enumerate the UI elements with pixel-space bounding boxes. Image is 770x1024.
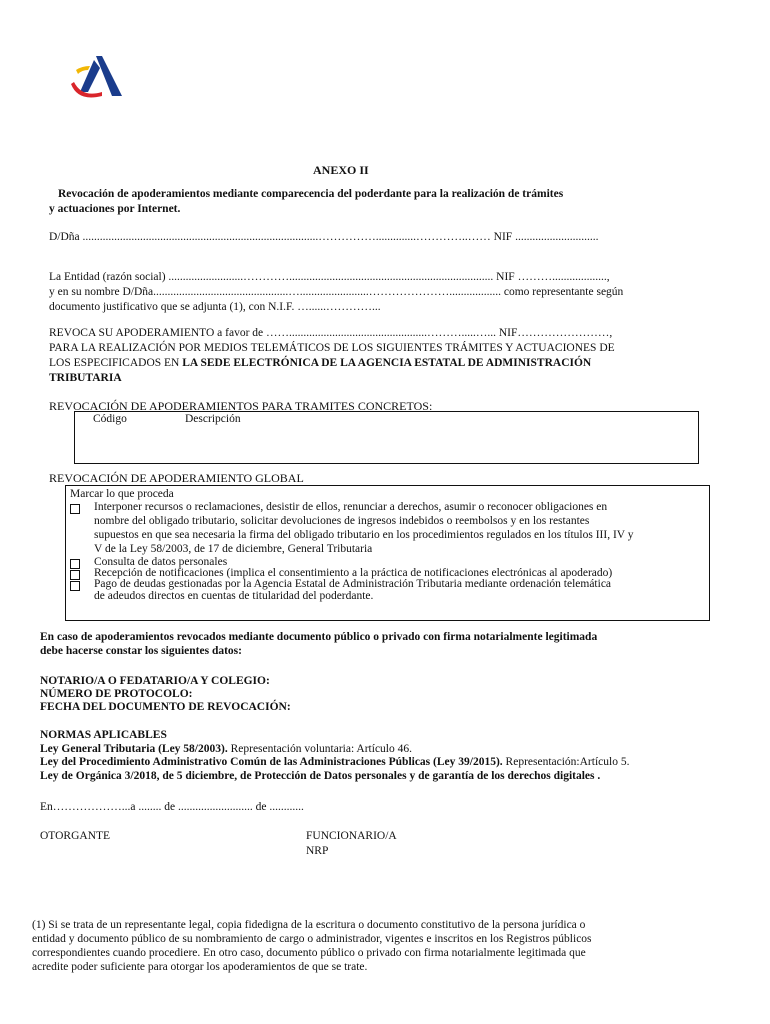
notary-intro: En caso de apoderamientos revocados mediante documento público o privado con firma notarialmente legitimada <box>40 631 598 643</box>
electronic-office-name: LA SEDE ELECTRÓNICA DE LA AGENCIA ESTATAL DE ADMINISTRACIÓN <box>182 357 592 369</box>
column-description: Descripción <box>185 413 241 425</box>
specific-procedures-table[interactable] <box>74 411 699 464</box>
representative-line: y en su nombre D/Dña...............................................…........................………………….................. como representante según <box>49 286 624 298</box>
revoke-line: REVOCA SU APODERAMIENTO a favor de ……................................................……….....…... NIF……………………, <box>49 327 613 339</box>
norm-admin-procedure <box>40 756 629 768</box>
norm-tax-law <box>40 743 412 755</box>
justification-line: documento justificativo que se adjunta (1), con N.I.F. …......…………... <box>49 301 381 313</box>
checkbox-notifications[interactable] <box>70 570 80 580</box>
place-date-line: En………………...a ........ de .......................... de ............ <box>40 801 304 813</box>
norm-data-protection: Ley de Orgánica 3/2018, de 5 diciembre, de Protección de Datos personales y de garantía de los derechos digitales . <box>40 770 601 782</box>
document-subtitle: Revocación de apoderamientos mediante comparecencia del poderdante para la realización de trámites <box>58 188 564 200</box>
footnote-cont: correspondientes cuando procediere. En otro caso, documento público o privado con firma notarialmente legitimada que <box>32 947 586 959</box>
checkbox-personal-data[interactable] <box>70 559 80 569</box>
option-appeals-cont: supuestos en que sea necesaria la firma del obligado tributario en los procedimientos regulados en los títulos III, IV y <box>94 529 634 541</box>
protocol-number-field: NÚMERO DE PROTOCOLO: <box>40 688 193 700</box>
agency-logo-icon <box>66 52 126 98</box>
option-notifications: Recepción de notificaciones (implica el consentimiento a la práctica de notificaciones electrónicas al apoderado) <box>94 567 613 579</box>
specific-revocation-heading: REVOCACIÓN DE APODERAMIENTOS PARA TRAMITES CONCRETOS: <box>49 399 433 413</box>
revoke-scope: PARA LA REALIZACIÓN POR MEDIOS TELEMÁTICOS DE LOS SIGUIENTES TRÁMITES Y ACTUACIONES DE <box>49 342 615 354</box>
official-nrp-label: NRP <box>306 845 329 857</box>
global-revocation-heading: REVOCACIÓN DE APODERAMIENTO GLOBAL <box>49 471 304 485</box>
norm-admin-procedure-title: Ley del Procedimiento Administrativo Común de las Administraciones Públicas (Ley 39/2015). <box>40 756 503 768</box>
option-debt-payment-cont: de adeudos directos en cuentas de titularidad del poderdante. <box>94 590 374 602</box>
annex-title: ANEXO II <box>313 163 369 177</box>
revocation-date-field: FECHA DEL DOCUMENTO DE REVOCACIÓN: <box>40 701 291 713</box>
norm-tax-law-text: Representación voluntaria: Artículo 46. <box>227 743 412 755</box>
option-appeals-cont: nombre del obligado tributario, solicitar devoluciones de ingresos indebidos o reembolsos y en los restantes <box>94 515 590 527</box>
mark-instruction: Marcar lo que proceda <box>70 488 174 500</box>
grantor-signature-label: OTORGANTE <box>40 830 111 842</box>
column-code: Código <box>93 413 127 425</box>
footnote: (1) Si se trata de un representante legal, copia fidedigna de la escritura o documento constitutivo de la persona jurídica o <box>32 919 586 931</box>
option-appeals-cont: V de la Ley 58/2003, de 17 de diciembre, General Tributaria <box>94 543 373 555</box>
footnote-cont: acredite poder suficiente para otorgar los apoderamientos de que se trate. <box>32 961 368 973</box>
checkbox-appeals[interactable] <box>70 504 80 514</box>
document-subtitle-cont: y actuaciones por Internet. <box>49 203 181 215</box>
footnote-cont: entidad y documento público de su nombramiento de cargo o administrador, vigentes e inscritos en los Registros públicos <box>32 933 592 945</box>
norm-admin-procedure-text: Representación:Artículo 5. <box>502 756 630 768</box>
option-debt-payment: Pago de deudas gestionadas por la Agencia Estatal de Administración Tributaria mediante ordenación telemática <box>94 578 612 590</box>
option-appeals: Interponer recursos o reclamaciones, desistir de ellos, renunciar a derechos, asumir o reconocer obligaciones en <box>94 501 608 513</box>
entity-line: La Entidad (razón social) ..........................…………....................................................................... NIF ………..................., <box>49 271 610 283</box>
agency-logo <box>66 52 126 98</box>
revoke-scope-end: TRIBUTARIA <box>49 372 122 384</box>
grantor-line: D/Dña ..................................................................................……………..............…………..…… NIF ............................. <box>49 231 599 243</box>
checkbox-debt-payment[interactable] <box>70 581 80 591</box>
revoke-scope-cont <box>49 357 591 369</box>
option-personal-data: Consulta de datos personales <box>94 556 228 568</box>
notary-intro-cont: debe hacerse constar los siguientes datos: <box>40 645 242 657</box>
revoke-scope-text: LOS ESPECIFICADOS EN <box>49 357 183 369</box>
official-signature-label: FUNCIONARIO/A <box>306 830 397 842</box>
applicable-norms-heading: NORMAS APLICABLES <box>40 729 167 741</box>
norm-tax-law-title: Ley General Tributaria (Ley 58/2003). <box>40 743 228 755</box>
notary-field: NOTARIO/A O FEDATARIO/A Y COLEGIO: <box>40 675 270 687</box>
